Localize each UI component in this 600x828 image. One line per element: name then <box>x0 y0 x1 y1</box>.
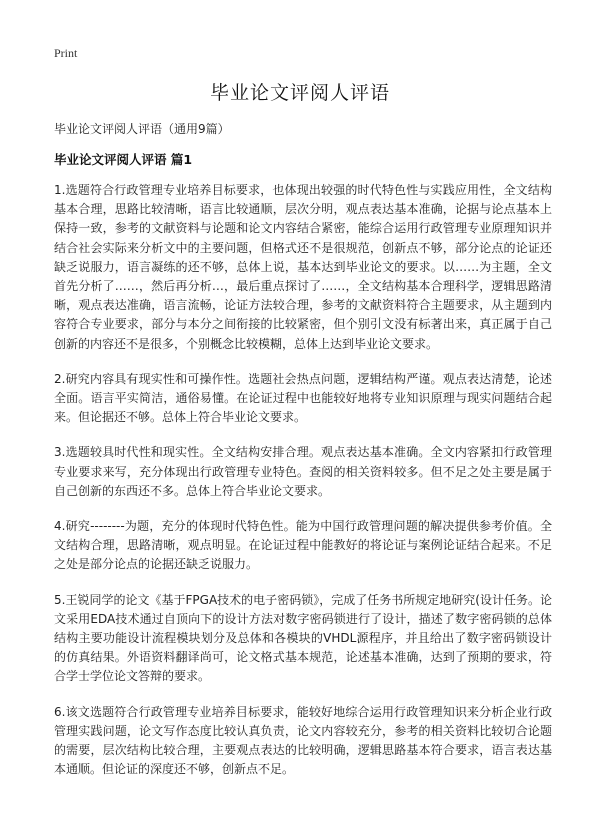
page-title: 毕业论文评阅人评语 <box>209 82 390 104</box>
document-subtitle: 毕业论文评阅人评语（通用9篇） <box>54 122 230 136</box>
review-paragraph-6: 6.该文选题符合行政管理专业培养目标要求，能较好地综合运用行政管理知识来分析企业行政管理实践问题，论文写作态度比较认真负责，论文内容较充分，参考的相关资料比较切合论题的需要，层次结构比较合理，主要观点表达的比较明确，逻辑思路基本符合要求，语言表达基本通顺。但论证的深度还不够，创新点不足。 <box>54 704 552 777</box>
review-paragraph-4: 4.研究--------为题，充分的体现时代特色性。能为中国行政管理问题的解决提供参考价值。全文结构合理，思路清晰，观点明显。在论证过程中能教好的将论证与案例论证结合起来。不足之处是部分论点的论据还缺乏说服力。 <box>54 519 552 572</box>
review-paragraphs <box>54 181 552 795</box>
review-paragraph-3: 3.选题较具时代性和现实性。全文结构安排合理。观点表达基本准确。全文内容紧扣行政管理专业要求来写，充分体现出行政管理专业特色。查阅的相关资料较多。但不足之处主要是属于自己创新的东西还不多。总体上符合毕业论文要求。 <box>54 445 552 498</box>
review-paragraph-2: 2.研究内容具有现实性和可操作性。选题社会热点问题，逻辑结构严谨。观点表达清楚，论述全面。语言平实简洁，通俗易懂。在论证过程中也能较好地将专业知识原理与现实问题结合起来。但论据还不够。总体上符合毕业论文要求。 <box>54 371 552 425</box>
review-paragraph-5: 5.王锐同学的论文《基于FPGA技术的电子密码锁》，完成了任务书所规定地研究(设计任务。论文采用EDA技术通过自顶向下的设计方法对数字密码锁进行了设计，描述了数字密码锁的总体结构主要功能设计流程模块划分及总体和各模块的VHDL源程序，并且给出了数字密码锁设计的仿真结果。外语资料翻译尚可，论文格式基本规范，论述基本准确，达到了预期的要求，符合学士学位论文答辩的要求。 <box>54 592 552 684</box>
review-paragraph-1: 1.选题符合行政管理专业培养目标要求，也体现出较强的时代特色性与实践应用性，全文结构基本合理，思路比较清晰，语言比较通顺，层次分明，观点表达基本准确，论据与论点基本上保持一致，参考的文献资料与论题和论文内容结合紧密，能综合运用行政管理专业原理知识并结合社会实际来分析文中的主要问题，但格式还不是很规范，创新点不够，部分论点的论证还缺乏说服力，语言凝练的还不够，总体上说，基本达到毕业论文的要求。以……为主题，全文首先分析了……，然后再分析…，最后重点探讨了……，全文结构基本合理科学，逻辑思路清晰，观点表达准确，语言流畅，论证方法较合理，参考的文献资料符合主题要求，从主题到内容符合专业要求，部分与本分之间衔接的比较紧密，但个别引文没有标著出来，真正属于自己创新的内容还不是很多，个别概念比较模糊，总体上达到毕业论文要求。 <box>54 183 552 351</box>
print-label[interactable]: Print <box>54 46 78 60</box>
section-heading: 毕业论文评阅人评语 篇1 <box>54 152 193 167</box>
